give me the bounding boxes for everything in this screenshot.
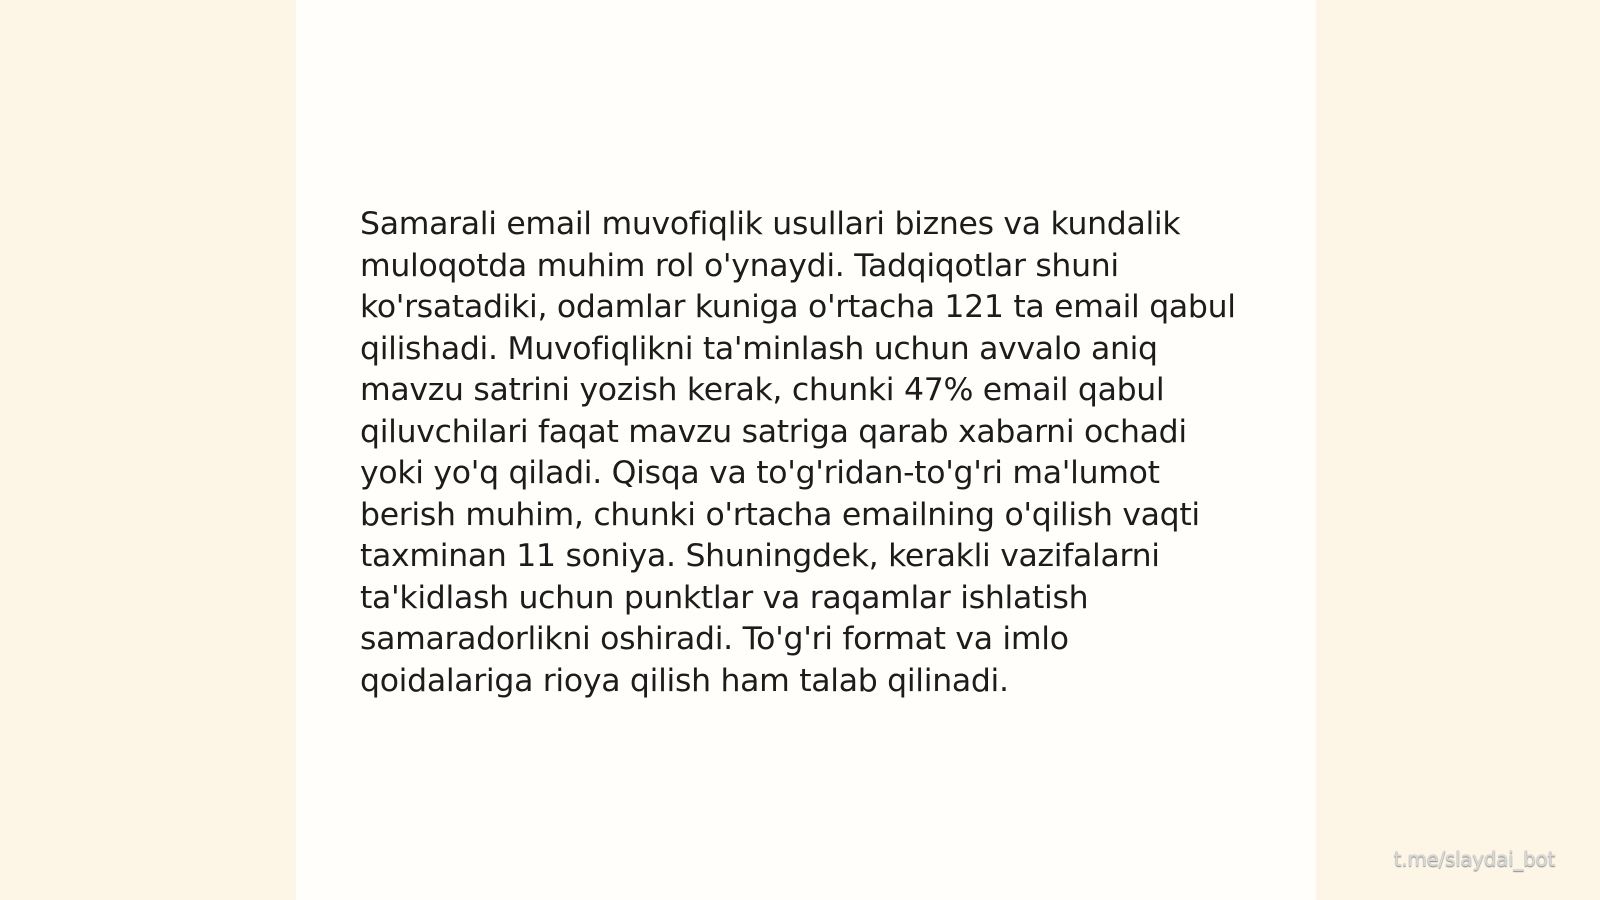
watermark: t.me/slaydai_bot (1393, 847, 1555, 871)
slide-paragraph: Samarali email muvofiqlik usullari biznes va kundalik muloqotda muhim rol o'ynaydi. Tadqiqotlar shuni ko'rsatadiki, odamlar kuniga o'rtacha 121 ta email qabul qilishadi. Muvofiqlikni ta'minlash uchun avvalo aniq mavzu satrini yozish kerak, chunki 47% email qabul qiluvchilari faqat mavzu satriga qarab xabarni ochadi yoki yo'q qiladi. Qisqa va to'g'ridan-to'g'ri ma'lumot berish muhim, chunki o'rtacha emailning o'qilish vaqti taxminan 11 soniya. Shuningdek, kerakli vazifalarni ta'kidlash uchun punktlar va raqamlar ishlatish samaradorlikni oshiradi. To'g'ri format va imlo qoidalariga rioya qilish ham talab qilinadi. (360, 206, 1236, 699)
